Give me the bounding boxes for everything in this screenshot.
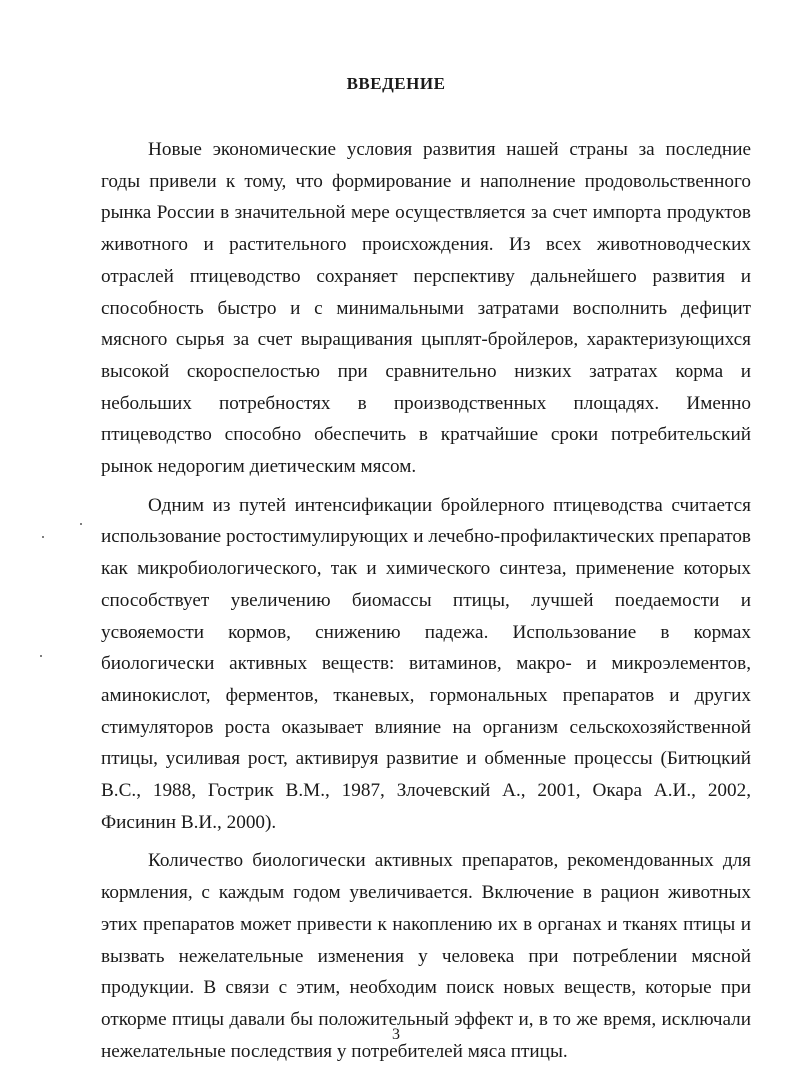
- paragraph-1: Новые экономические условия развития нашей страны за последние годы привели к тому, что формирование и наполнение продовольственного рынка России в значительной мере осуществляется за счет импорта продуктов животного и растительного происхождения. Из всех животноводческих отраслей птицеводство сохраняет перспективу дальнейшего развития и способность быстро и с минимальными затратами восполнить дефицит мясного сырья за счет выращивания цыплят-бройлеров, характеризующихся высокой скороспелостью при сравнительно низких затратах корма и небольших потребностях в производственных площадях. Именно птицеводство способно обеспечить в кратчайшие сроки потребительский рынок недорогим диетическим мясом.: [101, 139, 751, 478]
- paragraph-3: Количество биологически активных препаратов, рекомендованных для кормления, с каждым годом увеличивается. Включение в рацион животных этих препаратов может привести к накоплению их в органах и тканях птицы и вызвать нежелательные изменения у человека при потреблении мясной продукции. В связи с этим, необходим поиск новых веществ, которые при откорме птицы давали бы положительный эффект и, в то же время, исключали нежелательные последствия у потребителей мяса птицы.: [101, 850, 751, 1062]
- scan-speck: [40, 655, 42, 657]
- page-number: 3: [392, 1026, 400, 1043]
- page-title: ВВЕДЕНИЕ: [346, 74, 446, 93]
- paragraph-2: Одним из путей интенсификации бройлерного птицеводства считается использование ростостимулирующих и лечебно-профилактических препаратов как микробиологического, так и химического синтеза, применение которых способствует увеличению биомассы птицы, лучшей поедаемости и усвояемости кормов, снижению падежа. Использование в кормах биологически активных веществ: витаминов, макро- и микроэлементов, аминокислот, ферментов, тканевых, гормональных препаратов и других стимуляторов роста оказывает влияние на организм сельскохозяйственной птицы, усиливая рост, активируя развитие и обменные процессы (Битюцкий В.С., 1988, Гострик В.М., 1987, Злочевский А., 2001, Окара А.И., 2002, Фисинин В.И., 2000).: [101, 494, 751, 833]
- scan-speck: [80, 523, 82, 525]
- body-text: [101, 134, 751, 1074]
- scan-speck: [42, 536, 44, 538]
